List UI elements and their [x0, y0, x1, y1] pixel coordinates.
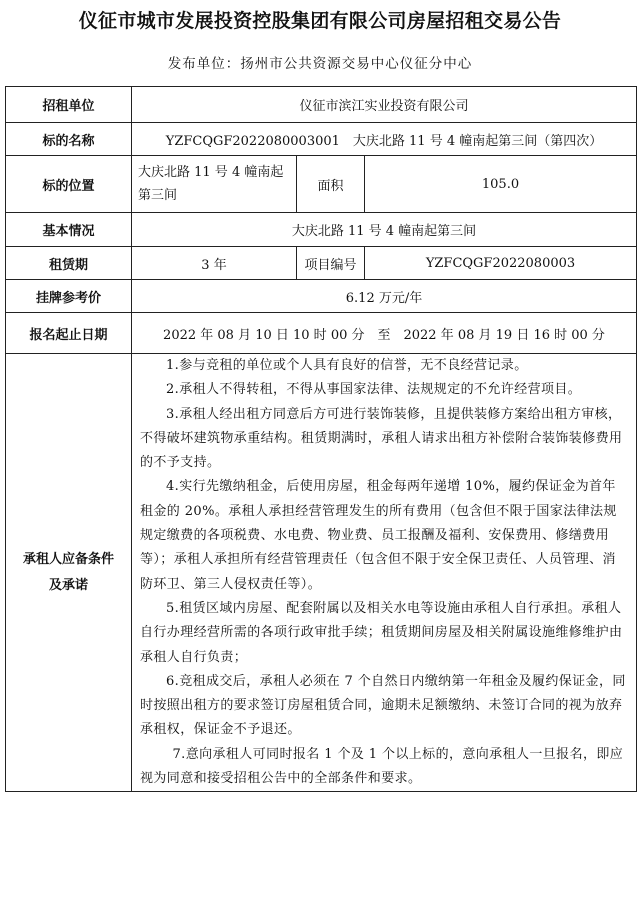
- conditions-label: [6, 354, 132, 792]
- row-lot-name: [6, 123, 637, 156]
- notice-title: 仪征市城市发展投资控股集团有限公司房屋招租交易公告: [78, 10, 562, 32]
- condition-item: 4.实行先缴纳租金，后使用房屋，租金每两年递增 10%，履约保证金为首年租金的 20%。承租人承担经营管理发生的所有费用（包含但不限于国家法律法规规定缴费的各项税费、水电费、物业费、员工报酬及福利、安保费用、修缮费用等）；承租人承担所有经营管理责任（包含但不限于安全保卫责任、人员管理、消防环卫、第三人侵权责任等）。: [140, 479, 617, 592]
- row-lease-term: [6, 247, 637, 280]
- publisher-label: 发布单位：: [167, 56, 241, 72]
- area-value: 105.0: [365, 156, 637, 213]
- condition-item: 6.竞租成交后，承租人必须在 7 个自然日内缴纳第一年租金及履约保证金，同时按照出租方的要求签订房屋租赁合同，逾期未足额缴纳、未签订合同的视为放弃承租权，保证金不予退还。: [140, 673, 626, 738]
- row-basic-info: [6, 213, 637, 247]
- condition-item: 3.承租人经出租方同意后方可进行装饰装修，且提供装修方案给出租方审核，不得破坏建筑物承重结构。租赁期满时，承租人请求出租方补偿附合装饰装修费用的不予支持。: [140, 406, 623, 471]
- lease-term-label: 租赁期: [6, 247, 132, 280]
- row-lessor: [6, 87, 637, 123]
- reference-price-value: 6.12 万元/年: [132, 280, 637, 313]
- condition-item: 5.租赁区域内房屋、配套附属以及相关水电等设施由承租人自行承担。承租人自行办理经营所需的各项行政审批手续；租赁期间房屋及相关附属设施维修维护由承租人自行负责；: [140, 600, 623, 665]
- publisher-line: [0, 52, 640, 72]
- registration-period-label: 报名起止日期: [6, 313, 132, 354]
- reference-price-label: 挂牌参考价: [6, 280, 132, 313]
- lease-term-value: 3 年: [132, 247, 297, 280]
- project-number-label: 项目编号: [297, 247, 365, 280]
- lot-location-label: 标的位置: [6, 156, 132, 213]
- lessor-value: 仪征市滨江实业投资有限公司: [132, 87, 637, 123]
- project-number-value: YZFCQGF2022080003: [365, 247, 637, 280]
- basic-info-label: 基本情况: [6, 213, 132, 247]
- lot-name-label: 标的名称: [6, 123, 132, 156]
- publisher-value: 扬州市公共资源交易中心仪征分中心: [240, 56, 473, 72]
- condition-item: 2.承租人不得转租，不得从事国家法律、法规规定的不允许经营项目。: [166, 382, 582, 398]
- lessor-label: 招租单位: [6, 87, 132, 123]
- lease-info-table: [5, 86, 637, 792]
- basic-info-value: 大庆北路 11 号 4 幢南起第三间: [132, 213, 637, 247]
- registration-period-value: 2022 年 08 月 10 日 10 时 00 分 至 2022 年 08 月 19 日 16 时 00 分: [132, 313, 637, 354]
- conditions-label-line2: 及承诺: [48, 577, 88, 593]
- lot-name-value: YZFCQGF2022080003001 大庆北路 11 号 4 幢南起第三间（第四次）: [132, 123, 637, 156]
- conditions-label-line1: 承租人应备条件: [22, 551, 114, 567]
- row-lot-location: [6, 156, 637, 213]
- conditions-content: [132, 354, 637, 792]
- condition-item: 7.意向承租人可同时报名 1 个及 1 个以上标的，意向承租人一旦报名，即应视为同意和接受招租公告中的全部条件和要求。: [140, 746, 624, 787]
- lot-location-value: 大庆北路 11 号 4 幢南起第三间: [132, 156, 297, 213]
- row-conditions: [6, 354, 637, 792]
- area-label: 面积: [297, 156, 365, 213]
- condition-item: 1.参与竞租的单位或个人具有良好的信誉，无不良经营记录。: [166, 358, 528, 373]
- row-registration-period: [6, 313, 637, 354]
- row-reference-price: [6, 280, 637, 313]
